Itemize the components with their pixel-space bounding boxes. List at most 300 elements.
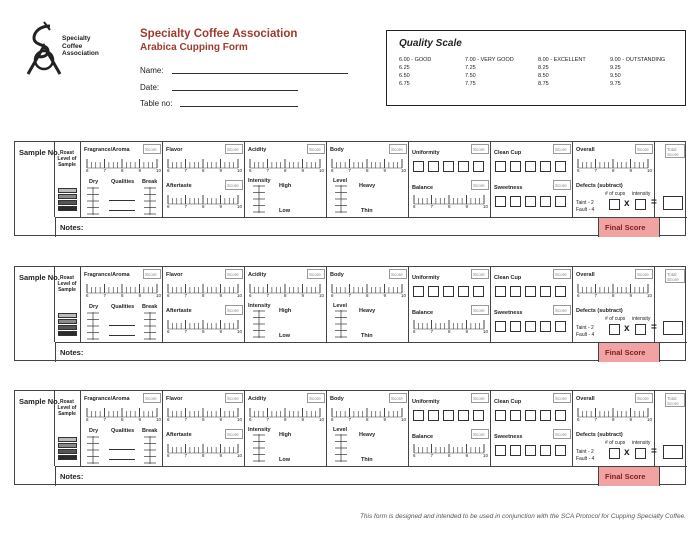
clean-cup-checkbox[interactable]	[495, 286, 506, 297]
uniformity-label: Uniformity	[412, 275, 440, 281]
sweetness-cup-checkbox[interactable]	[540, 321, 551, 332]
clean-cup-label: Clean Cup	[494, 399, 522, 405]
quality-scale-value: 6.00 - GOOD	[399, 57, 432, 63]
scale-tick-label: 8	[202, 168, 205, 173]
scale-tick-label: 6	[331, 293, 334, 298]
defects-total-box[interactable]	[663, 196, 683, 210]
roast-swatch[interactable]	[58, 325, 77, 330]
balance-label: Balance	[412, 310, 434, 316]
equals-sign: =	[651, 322, 657, 333]
clean-cup-checkbox[interactable]	[540, 410, 551, 421]
aftertaste-label: Aftertaste	[166, 183, 192, 189]
sweetness-cup-checkbox[interactable]	[525, 445, 536, 456]
sca-logo-icon	[24, 20, 64, 78]
scale-tick-label: 7	[594, 417, 598, 422]
roast-swatch[interactable]	[58, 188, 77, 193]
sweetness-cup-checkbox[interactable]	[555, 321, 566, 332]
scale-tick-label: 8	[202, 329, 205, 334]
balance-label: Balance	[412, 434, 434, 440]
roast-level-label: Roast Level of Sample	[57, 399, 77, 417]
clean-cup-checkbox[interactable]	[525, 286, 536, 297]
clean-cup-checkbox[interactable]	[555, 286, 566, 297]
scale-tick-label: 10	[237, 329, 243, 334]
flavor-scale[interactable]	[166, 158, 243, 174]
acidity-intensity-label: Intensity	[248, 303, 271, 309]
scale-tick-label: 7	[184, 204, 188, 209]
defects-label: Defects (subtract)	[576, 308, 623, 314]
sweetness-cup-checkbox[interactable]	[540, 196, 551, 207]
quality-scale-value: 7.50	[465, 73, 476, 79]
score-box[interactable]	[389, 144, 407, 154]
scale-tick-label: 6	[167, 204, 170, 209]
scale-tick-label: 9	[138, 168, 142, 173]
clean-cup-checkbox[interactable]	[555, 161, 566, 172]
defect-intensity-checkbox[interactable]	[635, 199, 646, 210]
scale-tick-label: 9	[301, 168, 305, 173]
scale-tick-label: 8	[121, 293, 124, 298]
body-level-label: Level	[333, 178, 348, 184]
score-box[interactable]	[553, 305, 571, 315]
uniformity-cup-checkbox[interactable]	[473, 410, 484, 421]
notes-field[interactable]	[55, 466, 687, 486]
break-vertical-scale[interactable]	[142, 186, 158, 216]
score-box-label: Score	[227, 183, 239, 188]
acidity-intensity-scale[interactable]	[251, 184, 267, 214]
uniformity-cup-checkbox[interactable]	[473, 286, 484, 297]
scale-tick-label: 9	[219, 168, 223, 173]
scale-tick-label: 10	[319, 293, 325, 298]
qualities-line[interactable]	[109, 325, 135, 326]
quality-scale-value: 8.00 - EXCELLENT	[538, 57, 586, 63]
acidity-intensity-scale[interactable]	[251, 433, 267, 463]
score-box[interactable]	[635, 269, 653, 279]
scale-tick-label: 9	[629, 293, 633, 298]
score-box[interactable]	[553, 180, 571, 190]
scale-tick-label: 7	[103, 417, 107, 422]
num-cups-label: # of cups	[605, 316, 626, 322]
scale-tick-label: 6	[577, 417, 580, 422]
multiply-sign: x	[624, 198, 630, 209]
date-line[interactable]	[172, 90, 298, 91]
qualities-line[interactable]	[109, 459, 135, 460]
table-no-line[interactable]	[180, 106, 298, 107]
clean-cup-checkbox[interactable]	[510, 410, 521, 421]
roast-swatch[interactable]	[58, 313, 77, 318]
flavor-label: Flavor	[166, 272, 183, 278]
final-score-cell[interactable]	[598, 343, 660, 362]
score-box-label: Score	[309, 147, 321, 152]
body-thin-label: Thin	[361, 457, 373, 463]
notes-field[interactable]	[55, 342, 687, 362]
scale-tick-label: 6	[577, 293, 580, 298]
score-box[interactable]	[225, 393, 243, 403]
balance-label: Balance	[412, 185, 434, 191]
quality-scale-value: 6.50	[399, 73, 410, 79]
score-box[interactable]	[471, 429, 489, 439]
sca-logo	[24, 20, 134, 78]
sweetness-label: Sweetness	[494, 310, 523, 316]
sample-no-label: Sample No.	[19, 273, 60, 282]
score-box-label: Score	[473, 308, 485, 313]
scale-tick-label: 10	[401, 168, 407, 173]
scale-tick-label: 6	[167, 168, 170, 173]
flavor-scale[interactable]	[166, 283, 243, 299]
score-box[interactable]	[471, 393, 489, 403]
roast-swatch[interactable]	[58, 200, 77, 205]
acidity-low-label: Low	[279, 333, 290, 339]
scale-tick-label: 9	[301, 293, 305, 298]
qualities-line[interactable]	[109, 449, 135, 450]
notes-field[interactable]	[55, 217, 687, 237]
fault-label: Fault - 4	[576, 456, 595, 462]
body-scale[interactable]	[330, 158, 407, 174]
sweetness-cup-checkbox[interactable]	[555, 196, 566, 207]
qualities-line[interactable]	[109, 200, 135, 201]
overall-scale[interactable]	[576, 158, 653, 174]
score-box-label: Score	[555, 396, 567, 401]
sweetness-cup-checkbox[interactable]	[540, 445, 551, 456]
acidity-high-label: High	[279, 432, 292, 438]
scale-tick-label: 8	[121, 417, 124, 422]
uniformity-cup-checkbox[interactable]	[413, 410, 424, 421]
sweetness-cup-checkbox[interactable]	[510, 196, 521, 207]
scale-tick-label: 10	[237, 168, 243, 173]
score-box[interactable]	[307, 393, 325, 403]
defect-cups-checkbox[interactable]	[609, 324, 620, 335]
uniformity-cup-checkbox[interactable]	[473, 161, 484, 172]
scale-tick-label: 10	[647, 168, 653, 173]
overall-scale[interactable]	[576, 283, 653, 299]
body-level-label: Level	[333, 303, 348, 309]
date-label: Date:	[140, 83, 160, 92]
roast-swatch[interactable]	[58, 443, 77, 448]
total-score-box[interactable]	[665, 393, 685, 407]
body-thin-label: Thin	[361, 333, 373, 339]
aftertaste-scale[interactable]	[166, 443, 243, 459]
body-level-scale[interactable]	[333, 309, 349, 339]
fragrance-aroma-label: Fragrance/Aroma	[84, 147, 130, 153]
uniformity-cup-checkbox[interactable]	[428, 410, 439, 421]
scale-tick-label: 6	[249, 168, 252, 173]
date-field[interactable]	[140, 83, 159, 92]
scale-tick-label: 10	[237, 204, 243, 209]
body-level-scale[interactable]	[333, 184, 349, 214]
scale-tick-label: 7	[266, 417, 270, 422]
num-cups-label: # of cups	[605, 191, 626, 197]
scale-tick-label: 10	[156, 417, 162, 422]
dry-label: Dry	[89, 428, 99, 434]
score-box[interactable]	[389, 269, 407, 279]
aftertaste-scale[interactable]	[166, 194, 243, 210]
scale-tick-label: 9	[219, 329, 223, 334]
scale-tick-label: 8	[448, 329, 451, 334]
body-heavy-label: Heavy	[359, 183, 376, 189]
score-box[interactable]	[553, 393, 571, 403]
break-vertical-scale[interactable]	[142, 435, 158, 465]
clean-cup-checkbox[interactable]	[495, 161, 506, 172]
score-box[interactable]	[553, 144, 571, 154]
scale-tick-label: 8	[284, 293, 287, 298]
score-box[interactable]	[471, 144, 489, 154]
score-box[interactable]	[389, 393, 407, 403]
flavor-label: Flavor	[166, 396, 183, 402]
body-thin-label: Thin	[361, 208, 373, 214]
scale-tick-label: 7	[348, 168, 352, 173]
uniformity-label: Uniformity	[412, 150, 440, 156]
quality-scale-value: 6.25	[399, 65, 410, 71]
acidity-scale[interactable]	[248, 158, 325, 174]
qualities-line[interactable]	[109, 210, 135, 211]
uniformity-cup-checkbox[interactable]	[428, 286, 439, 297]
scale-tick-label: 10	[483, 329, 489, 334]
total-score-label: Total Score	[667, 272, 679, 282]
sweetness-cup-checkbox[interactable]	[510, 445, 521, 456]
sample-no-label: Sample No.	[19, 148, 60, 157]
score-box[interactable]	[553, 429, 571, 439]
acidity-scale[interactable]	[248, 283, 325, 299]
defects-intensity-label: intensity	[632, 440, 651, 446]
scale-tick-label: 10	[156, 168, 162, 173]
score-box[interactable]	[143, 144, 161, 154]
score-box[interactable]	[553, 269, 571, 279]
uniformity-cup-checkbox[interactable]	[458, 161, 469, 172]
acidity-high-label: High	[279, 308, 292, 314]
scale-tick-label: 7	[184, 453, 188, 458]
clean-cup-checkbox[interactable]	[525, 161, 536, 172]
roast-level-label: Roast Level of Sample	[57, 275, 77, 293]
break-vertical-scale[interactable]	[142, 311, 158, 341]
total-score-label: Total Score	[667, 396, 679, 406]
overall-label: Overall	[576, 272, 595, 278]
dry-vertical-scale[interactable]	[85, 311, 101, 341]
scale-tick-label: 6	[86, 168, 89, 173]
score-box[interactable]	[225, 429, 243, 439]
acidity-intensity-scale[interactable]	[251, 309, 267, 339]
clean-cup-checkbox[interactable]	[555, 410, 566, 421]
scale-tick-label: 8	[202, 453, 205, 458]
scale-tick-label: 9	[629, 168, 633, 173]
score-box[interactable]	[635, 144, 653, 154]
roast-swatch[interactable]	[58, 437, 77, 442]
sweetness-cup-checkbox[interactable]	[495, 321, 506, 332]
score-box-label: Score	[391, 147, 403, 152]
name-line[interactable]	[172, 73, 348, 74]
final-score-label: Final Score	[605, 348, 646, 357]
sweetness-cup-checkbox[interactable]	[495, 445, 506, 456]
score-box[interactable]	[471, 180, 489, 190]
aftertaste-label: Aftertaste	[166, 432, 192, 438]
qualities-label: Qualities	[111, 179, 135, 185]
body-level-scale[interactable]	[333, 433, 349, 463]
scale-tick-label: 6	[167, 453, 170, 458]
defects-total-box[interactable]	[663, 321, 683, 335]
balance-scale[interactable]	[412, 194, 489, 210]
sweetness-cup-checkbox[interactable]	[495, 196, 506, 207]
final-score-cell[interactable]	[598, 467, 660, 486]
scale-tick-label: 6	[167, 329, 170, 334]
score-box-label: Score	[145, 396, 157, 401]
body-scale[interactable]	[330, 407, 407, 423]
scale-tick-label: 7	[103, 293, 107, 298]
sweetness-cup-checkbox[interactable]	[510, 321, 521, 332]
clean-cup-label: Clean Cup	[494, 150, 522, 156]
score-box[interactable]	[225, 144, 243, 154]
roast-swatch[interactable]	[58, 206, 77, 211]
scale-tick-label: 7	[430, 204, 434, 209]
score-box-label: Score	[637, 147, 649, 152]
uniformity-cup-checkbox[interactable]	[458, 286, 469, 297]
score-box-label: Score	[309, 396, 321, 401]
defect-cups-checkbox[interactable]	[609, 448, 620, 459]
acidity-low-label: Low	[279, 457, 290, 463]
roast-swatch[interactable]	[58, 455, 77, 460]
sample-row	[14, 390, 686, 485]
score-box[interactable]	[635, 393, 653, 403]
score-box[interactable]	[225, 305, 243, 315]
break-label: Break	[142, 428, 158, 434]
flavor-label: Flavor	[166, 147, 183, 153]
quality-scale-value: 8.75	[538, 81, 549, 87]
fragrance-scale[interactable]	[85, 407, 162, 423]
total-score-box[interactable]	[665, 269, 685, 283]
scale-tick-label: 10	[237, 293, 243, 298]
balance-scale[interactable]	[412, 319, 489, 335]
sample-no-label: Sample No.	[19, 397, 60, 406]
table-no-field[interactable]	[140, 99, 172, 108]
scale-tick-label: 6	[577, 168, 580, 173]
footer-note: This form is designed and intended to be used in conjunction with the SCA Protocol for Cupping Specialty Coffee.	[359, 513, 686, 520]
balance-scale[interactable]	[412, 443, 489, 459]
final-score-cell[interactable]	[598, 218, 660, 237]
roast-swatch[interactable]	[58, 331, 77, 336]
scale-tick-label: 9	[219, 204, 223, 209]
body-label: Body	[330, 147, 344, 153]
clean-cup-checkbox[interactable]	[510, 286, 521, 297]
clean-cup-checkbox[interactable]	[525, 410, 536, 421]
clean-cup-checkbox[interactable]	[495, 410, 506, 421]
sweetness-cup-checkbox[interactable]	[525, 196, 536, 207]
uniformity-cup-checkbox[interactable]	[428, 161, 439, 172]
sweetness-cup-checkbox[interactable]	[555, 445, 566, 456]
acidity-intensity-label: Intensity	[248, 427, 271, 433]
clean-cup-checkbox[interactable]	[540, 161, 551, 172]
overall-label: Overall	[576, 396, 595, 402]
score-box[interactable]	[307, 144, 325, 154]
roast-swatch[interactable]	[58, 319, 77, 324]
table-no-label: Table no:	[140, 99, 173, 108]
scale-tick-label: 7	[594, 168, 598, 173]
score-box[interactable]	[471, 305, 489, 315]
form-subtitle: Arabica Cupping Form	[140, 42, 248, 53]
uniformity-cup-checkbox[interactable]	[458, 410, 469, 421]
quality-scale-value: 9.25	[610, 65, 621, 71]
score-box-label: Score	[227, 308, 239, 313]
clean-cup-checkbox[interactable]	[510, 161, 521, 172]
acidity-label: Acidity	[248, 147, 267, 153]
quality-scale-value: 8.25	[538, 65, 549, 71]
flavor-scale[interactable]	[166, 407, 243, 423]
overall-label: Overall	[576, 147, 595, 153]
scale-tick-label: 7	[266, 168, 270, 173]
scale-tick-label: 8	[202, 204, 205, 209]
scale-tick-label: 9	[138, 417, 142, 422]
uniformity-cup-checkbox[interactable]	[443, 161, 454, 172]
name-field[interactable]	[140, 66, 164, 75]
uniformity-cup-checkbox[interactable]	[413, 286, 424, 297]
uniformity-cup-checkbox[interactable]	[443, 410, 454, 421]
overall-scale[interactable]	[576, 407, 653, 423]
body-level-label: Level	[333, 427, 348, 433]
scale-tick-label: 6	[331, 417, 334, 422]
scale-tick-label: 8	[448, 453, 451, 458]
fragrance-aroma-label: Fragrance/Aroma	[84, 272, 130, 278]
total-score-label: Total Score	[667, 147, 679, 157]
score-box-label: Score	[473, 396, 485, 401]
scale-tick-label: 8	[612, 417, 615, 422]
roast-swatch[interactable]	[58, 194, 77, 199]
scale-tick-label: 9	[138, 293, 142, 298]
multiply-sign: x	[624, 323, 630, 334]
roast-level-label: Roast Level of Sample	[57, 150, 77, 168]
body-label: Body	[330, 272, 344, 278]
equals-sign: =	[651, 446, 657, 457]
score-box-label: Score	[227, 272, 239, 277]
body-scale[interactable]	[330, 283, 407, 299]
defects-intensity-label: intensity	[632, 316, 651, 322]
taint-label: Taint - 2	[576, 200, 594, 206]
score-box[interactable]	[143, 269, 161, 279]
roast-swatch[interactable]	[58, 449, 77, 454]
score-box[interactable]	[225, 269, 243, 279]
clean-cup-checkbox[interactable]	[540, 286, 551, 297]
scale-tick-label: 9	[465, 204, 469, 209]
dry-vertical-scale[interactable]	[85, 186, 101, 216]
score-box[interactable]	[225, 180, 243, 190]
scale-tick-label: 10	[156, 293, 162, 298]
uniformity-cup-checkbox[interactable]	[413, 161, 424, 172]
total-score-box[interactable]	[665, 144, 685, 158]
defect-intensity-checkbox[interactable]	[635, 324, 646, 335]
defect-cups-checkbox[interactable]	[609, 199, 620, 210]
acidity-scale[interactable]	[248, 407, 325, 423]
scale-tick-label: 9	[629, 417, 633, 422]
uniformity-cup-checkbox[interactable]	[443, 286, 454, 297]
scale-tick-label: 10	[483, 453, 489, 458]
score-box[interactable]	[471, 269, 489, 279]
quality-scale-value: 9.00 - OUTSTANDING	[610, 57, 666, 63]
fragrance-scale[interactable]	[85, 283, 162, 299]
notes-label: Notes:	[60, 348, 84, 357]
uniformity-label: Uniformity	[412, 399, 440, 405]
scale-tick-label: 8	[121, 168, 124, 173]
score-box[interactable]	[307, 269, 325, 279]
logo-text-line: Coffee	[62, 42, 83, 50]
fragrance-scale[interactable]	[85, 158, 162, 174]
score-box[interactable]	[143, 393, 161, 403]
aftertaste-scale[interactable]	[166, 319, 243, 335]
scale-tick-label: 6	[413, 329, 416, 334]
defect-intensity-checkbox[interactable]	[635, 448, 646, 459]
score-box-label: Score	[473, 272, 485, 277]
quality-scale-value: 9.50	[610, 73, 621, 79]
dry-vertical-scale[interactable]	[85, 435, 101, 465]
acidity-low-label: Low	[279, 208, 290, 214]
scale-tick-label: 9	[383, 417, 387, 422]
sweetness-cup-checkbox[interactable]	[525, 321, 536, 332]
qualities-line[interactable]	[109, 335, 135, 336]
score-box-label: Score	[555, 432, 567, 437]
defects-total-box[interactable]	[663, 445, 683, 459]
